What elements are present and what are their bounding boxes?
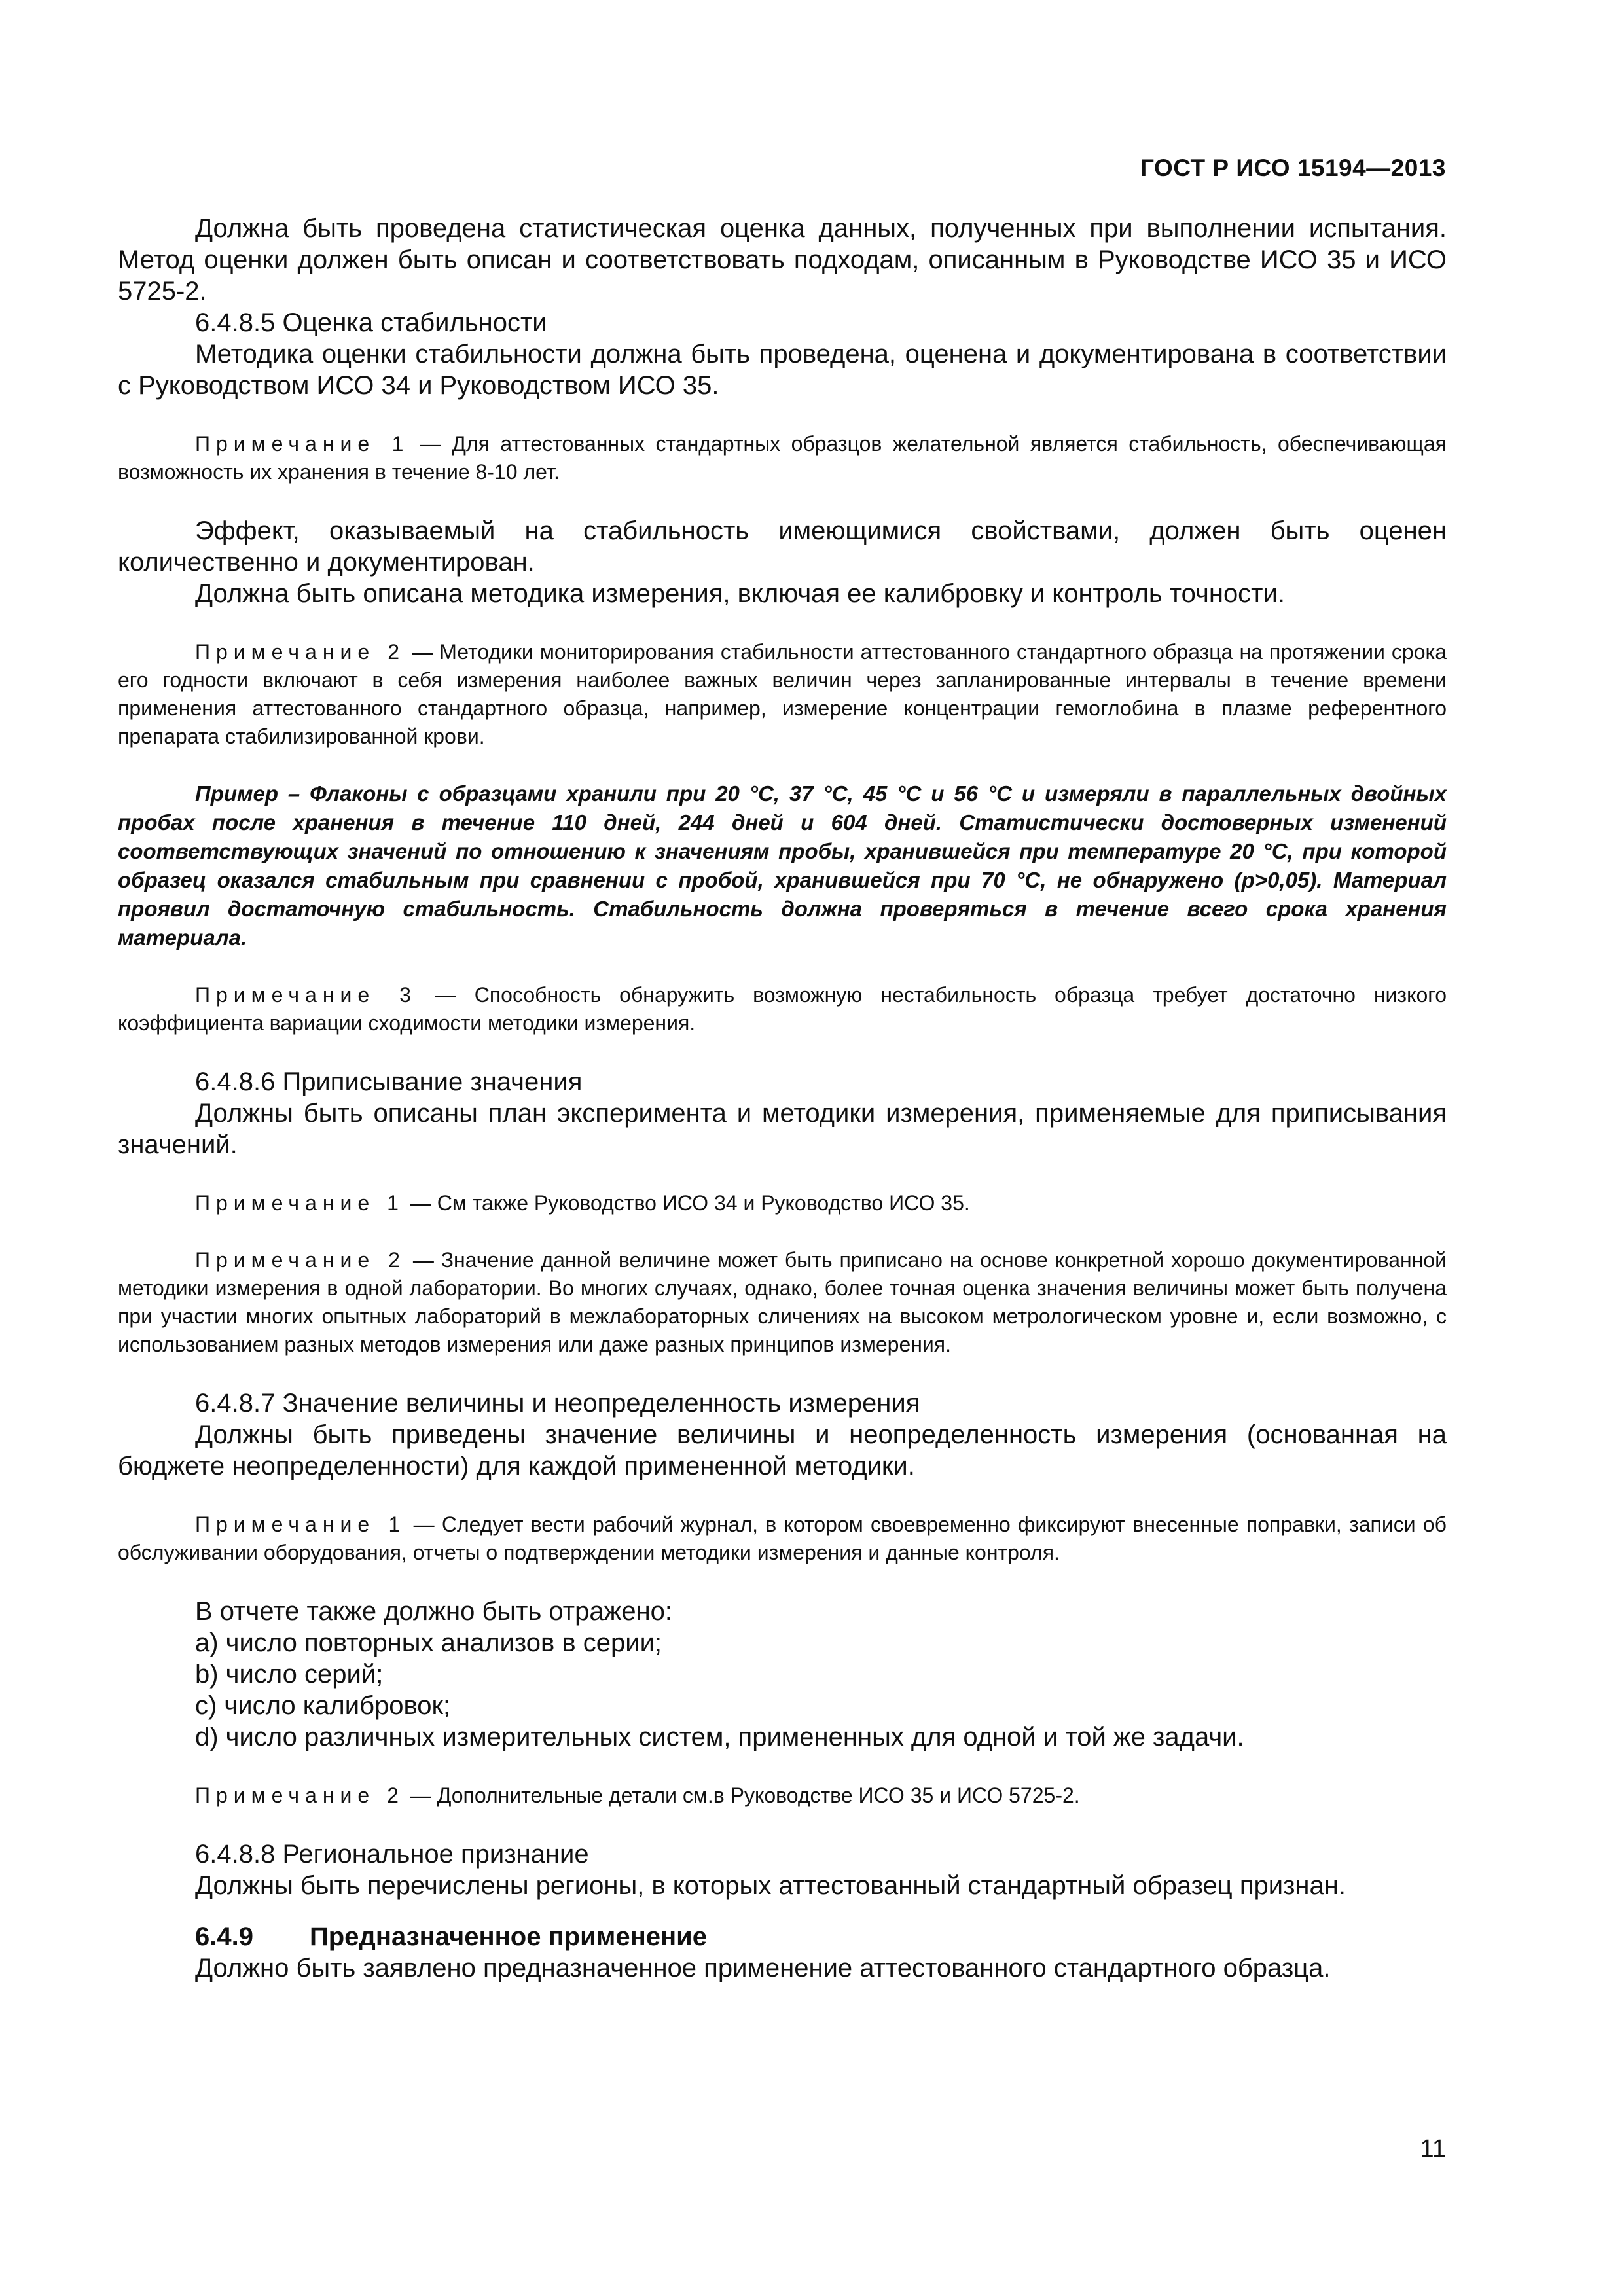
- note-uncertainty-1: [118, 1511, 1447, 1567]
- list-item: d) число различных измерительных систем, примененных для одной и той же задачи.: [195, 1723, 1244, 1751]
- example-block: Пример – Флаконы с образцами хранили при 20 °С, 37 °С, 45 °С и 56 °С и измеряли в параллельных двойных пробах после хранения в течение 110 дней, 244 дней и 604 дней. Статистически достоверных изменений соответствующих значений по отношению к значениям пробы, хранившейся при температуре 20 °С, при которой образец оказался стабильным при сравнении с пробой, хранившейся при 70 °С, не обнаружено (р>0,05). Материал проявил достаточную стабильность. Стабильность должна проверяться в течение всего срока хранения материала.: [118, 781, 1447, 950]
- list-item: b) число серий;: [195, 1660, 384, 1689]
- paragraph-uncertainty: Должны быть приведены значение величины и неопределенность измерения (основанная на бюджете неопределенности) для каждой примененной методики.: [118, 1420, 1447, 1480]
- note-stability-2: [118, 638, 1447, 751]
- section-heading-6488: 6.4.8.8 Региональное признание: [195, 1840, 589, 1869]
- page-content: [118, 213, 1447, 1984]
- section-heading-6485: 6.4.8.5 Оценка стабильности: [195, 308, 547, 337]
- paragraph-report: В отчете также должно быть отражено:: [195, 1597, 673, 1626]
- note-text: — См также Руководство ИСО 34 и Руководство ИСО 35.: [404, 1191, 970, 1215]
- list-item: a) число повторных анализов в серии;: [195, 1628, 662, 1657]
- note-label: Примечание 2: [195, 1784, 405, 1807]
- paragraph-intended-use: Должно быть заявлено предназначенное применение аттестованного стандартного образца.: [195, 1954, 1331, 1982]
- paragraph-measurement-method: Должна быть описана методика измерения, включая ее калибровку и контроль точности.: [195, 579, 1285, 608]
- note-text: — Следует вести рабочий журнал, в котором своевременно фиксируют внесенные поправки, записи об обслуживании оборудования, отчеты о подтверждении методики измерения и данные контроля.: [118, 1513, 1447, 1564]
- section-heading-649: [118, 1921, 1447, 1952]
- note-assignment-2: [118, 1246, 1447, 1359]
- note-text: — Значение данной величине может быть приписано на основе конкретной хорошо документированной методики измерения в одной лаборатории. Во многих случаях, однако, более точная оценка значения величины может быть получена при участии многих опытных лабораторий в межлабораторных сличениях на высоком метрологическом уровне и, если возможно, с использованием разных методов измерения или даже разных принципов измерения.: [118, 1248, 1447, 1356]
- paragraph-regional: Должны быть перечислены регионы, в которых аттестованный стандартный образец признан.: [195, 1871, 1346, 1900]
- note-stability-3: [118, 981, 1447, 1037]
- note-text: — Дополнительные детали см.в Руководстве ИСО 35 и ИСО 5725-2.: [404, 1784, 1080, 1807]
- section-heading-6487: 6.4.8.7 Значение величины и неопределенность измерения: [195, 1389, 920, 1418]
- section-number: 6.4.9: [195, 1922, 253, 1951]
- section-heading-6486: 6.4.8.6 Приписывание значения: [195, 1067, 583, 1096]
- paragraph-value-assignment: Должны быть описаны план эксперимента и методики измерения, применяемые для приписывания значений.: [118, 1099, 1447, 1159]
- paragraph-stability-effect: Эффект, оказываемый на стабильность имеющимися свойствами, должен быть оценен количественно и документирован.: [118, 516, 1447, 577]
- note-uncertainty-2: [118, 1782, 1447, 1810]
- note-label: Примечание 2: [195, 640, 406, 664]
- note-text: — Способность обнаружить возможную нестабильность образца требует достаточно низкого коэффициента вариации сходимости методики измерения.: [118, 983, 1447, 1035]
- page-number: 11: [1420, 2135, 1446, 2162]
- list-item: c) число калибровок;: [195, 1691, 451, 1720]
- paragraph-statistics: Должна быть проведена статистическая оценка данных, полученных при выполнении испытания. Метод оценки должен быть описан и соответствовать подходам, описанным в Руководстве ИСО 35 и ИСО 5725-2.: [118, 214, 1447, 306]
- note-label: Примечание 3: [195, 983, 417, 1007]
- section-title: Предназначенное применение: [310, 1922, 708, 1951]
- note-stability-1: [118, 430, 1447, 486]
- note-assignment-1: [118, 1189, 1447, 1217]
- page-header: ГОСТ Р ИСО 15194—2013: [1140, 154, 1446, 181]
- note-label: Примечание 1: [195, 432, 410, 456]
- note-label: Примечание 1: [195, 1513, 406, 1536]
- note-label: Примечание 2: [195, 1248, 406, 1272]
- note-text: — Методики мониторирования стабильности аттестованного стандартного образца на протяжении срока его годности включают в себя измерения наиболее важных величин через запланированные интервалы в течение времени применения аттестованного стандартного образца, например, измерение концентрации гемоглобина в плазме референтного препарата стабилизированной крови.: [118, 640, 1447, 748]
- note-label: Примечание 1: [195, 1191, 405, 1215]
- note-text: — Для аттестованных стандартных образцов желательной является стабильность, обеспечивающая возможность их хранения в течение 8-10 лет.: [118, 432, 1447, 484]
- paragraph-stability-method: Методика оценки стабильности должна быть проведена, оценена и документирована в соответствии с Руководством ИСО 34 и Руководством ИСО 35.: [118, 340, 1447, 400]
